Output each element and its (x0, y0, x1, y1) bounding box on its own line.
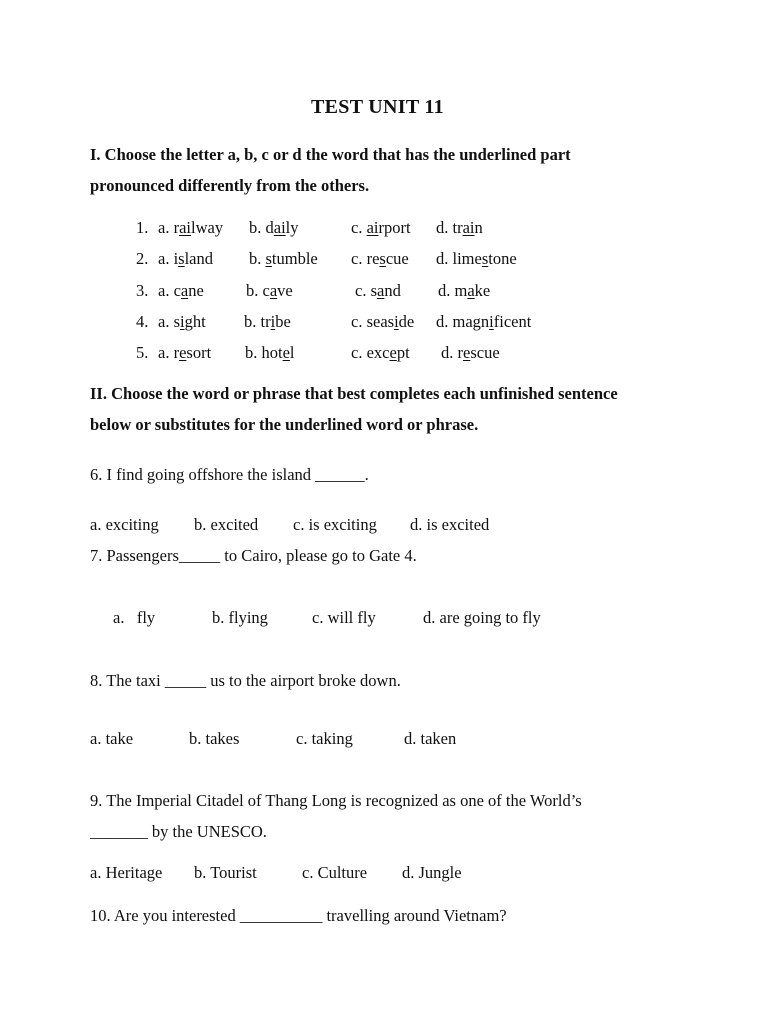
option-text: cue (385, 249, 409, 268)
option-text: b. c (246, 281, 270, 300)
pron-option (441, 343, 500, 363)
section-2-instruction-line-1: II. Choose the word or phrase that best completes each unfinished sentence (90, 384, 618, 403)
option-text: pt (396, 343, 410, 362)
question-7: 7. Passengers_____ to Cairo, please go to Gate 4. (90, 546, 417, 565)
q9-option-a: a. Heritage (90, 863, 163, 882)
q9-option-d: d. Jungle (402, 863, 462, 882)
q7-option-a: a. fly (113, 608, 156, 627)
option-text: ght (184, 312, 206, 331)
option-text: sort (186, 343, 212, 362)
question-9-line-2: _______ by the UNESCO. (90, 822, 267, 841)
option-text: scue (470, 343, 500, 362)
underlined-part: ai (366, 218, 379, 237)
q9-option-c: c. Culture (302, 863, 368, 882)
option-text: lway (191, 218, 224, 237)
pron-option (355, 281, 401, 301)
option-text: n (474, 218, 483, 237)
pron-option (436, 312, 531, 332)
q7-option-d: d. are going to fly (423, 608, 541, 627)
section-1-instruction-line-1: I. Choose the letter a, b, c or d the word that has the underlined part (90, 145, 571, 164)
option-text: be (275, 312, 291, 331)
underlined-part: e (389, 343, 397, 362)
underlined-part: a (377, 281, 385, 300)
underlined-part: a (269, 281, 278, 300)
option-text: c. re (351, 249, 380, 268)
option-text: a. c (158, 281, 181, 300)
section-2-instruction-line-2: below or substitutes for the underlined word or phrase. (90, 415, 479, 434)
option-text: a. r (158, 218, 180, 237)
underlined-part: e (179, 343, 187, 362)
pron-item-number: 2. (136, 249, 149, 268)
pron-option (245, 343, 295, 363)
pron-item-number: 5. (136, 343, 149, 362)
underlined-part: e (282, 343, 290, 362)
underlined-part: a (180, 281, 189, 300)
pron-option (249, 218, 299, 238)
option-text: b. (249, 249, 266, 268)
underlined-part: i (489, 312, 494, 331)
q8-option-a: a. take (90, 729, 134, 748)
option-text: c. seas (351, 312, 395, 331)
pron-option (249, 249, 318, 269)
option-text: ne (188, 281, 204, 300)
option-text: a. s (158, 312, 180, 331)
underlined-part: ai (179, 218, 191, 237)
option-text: d. magn (436, 312, 490, 331)
option-text: ve (277, 281, 293, 300)
pron-option (351, 249, 409, 269)
pron-option (351, 312, 414, 332)
option-text: ficent (493, 312, 532, 331)
question-6: 6. I find going offshore the island ______. (90, 465, 369, 484)
pron-option (438, 281, 490, 301)
pron-option (244, 312, 291, 332)
option-text: c. s (355, 281, 377, 300)
page-title: TEST UNIT 11 (311, 96, 444, 118)
pron-item-number: 4. (136, 312, 149, 331)
underlined-part: i (180, 312, 185, 331)
section-1-instruction-line-2: pronounced differently from the others. (90, 176, 370, 195)
option-text: d. m (438, 281, 468, 300)
option-text: d. r (441, 343, 463, 362)
underlined-part: ai (273, 218, 286, 237)
q9-option-b: b. Tourist (194, 863, 257, 882)
option-text: c. exc (351, 343, 390, 362)
pron-option (436, 249, 517, 269)
question-8: 8. The taxi _____ us to the airport broke down. (90, 671, 401, 690)
question-10: 10. Are you interested __________ travelling around Vietnam? (90, 906, 507, 925)
q7-option-c: c. will fly (312, 608, 376, 627)
option-text: nd (384, 281, 401, 300)
pron-option (158, 343, 211, 363)
pron-item-number: 1. (136, 218, 149, 237)
option-text: b. hot (245, 343, 283, 362)
underlined-part: ai (462, 218, 475, 237)
option-text: a. i (158, 249, 179, 268)
option-text: a. r (158, 343, 180, 362)
pron-item-number: 3. (136, 281, 149, 300)
pron-option (246, 281, 293, 301)
option-text: d. tr (436, 218, 463, 237)
q8-option-b: b. takes (189, 729, 240, 748)
q7-option-b: b. flying (212, 608, 268, 627)
q6-option-b: b. excited (194, 515, 259, 534)
underlined-part: s (481, 249, 489, 268)
q6-option-a: a. exciting (90, 515, 159, 534)
underlined-part: i (394, 312, 399, 331)
underlined-part: s (178, 249, 185, 268)
underlined-part: a (467, 281, 475, 300)
pron-option (158, 249, 213, 269)
option-text: b. d (249, 218, 274, 237)
q8-option-d: d. taken (404, 729, 457, 748)
question-9-line-1: 9. The Imperial Citadel of Thang Long is recognized as one of the World’s (90, 791, 582, 810)
option-text: de (398, 312, 415, 331)
underlined-part: s (265, 249, 272, 268)
option-text: tumble (271, 249, 318, 268)
underlined-part: e (463, 343, 471, 362)
option-text: ke (474, 281, 491, 300)
pron-option (351, 218, 411, 238)
option-text: land (184, 249, 214, 268)
option-text: l (289, 343, 295, 362)
option-text: ly (285, 218, 299, 237)
option-text: d. lime (436, 249, 482, 268)
option-text: b. tr (244, 312, 271, 331)
underlined-part: s (379, 249, 386, 268)
pron-option (351, 343, 410, 363)
pron-option (158, 218, 223, 238)
option-text: tone (488, 249, 517, 268)
q6-option-c: c. is exciting (293, 515, 377, 534)
q8-option-c: c. taking (296, 729, 353, 748)
q6-option-d: d. is excited (410, 515, 490, 534)
pron-option (158, 281, 204, 301)
underlined-part: i (270, 312, 276, 331)
pron-option (436, 218, 483, 238)
option-text: rport (378, 218, 411, 237)
option-text: c. (351, 218, 367, 237)
pron-option (158, 312, 206, 332)
